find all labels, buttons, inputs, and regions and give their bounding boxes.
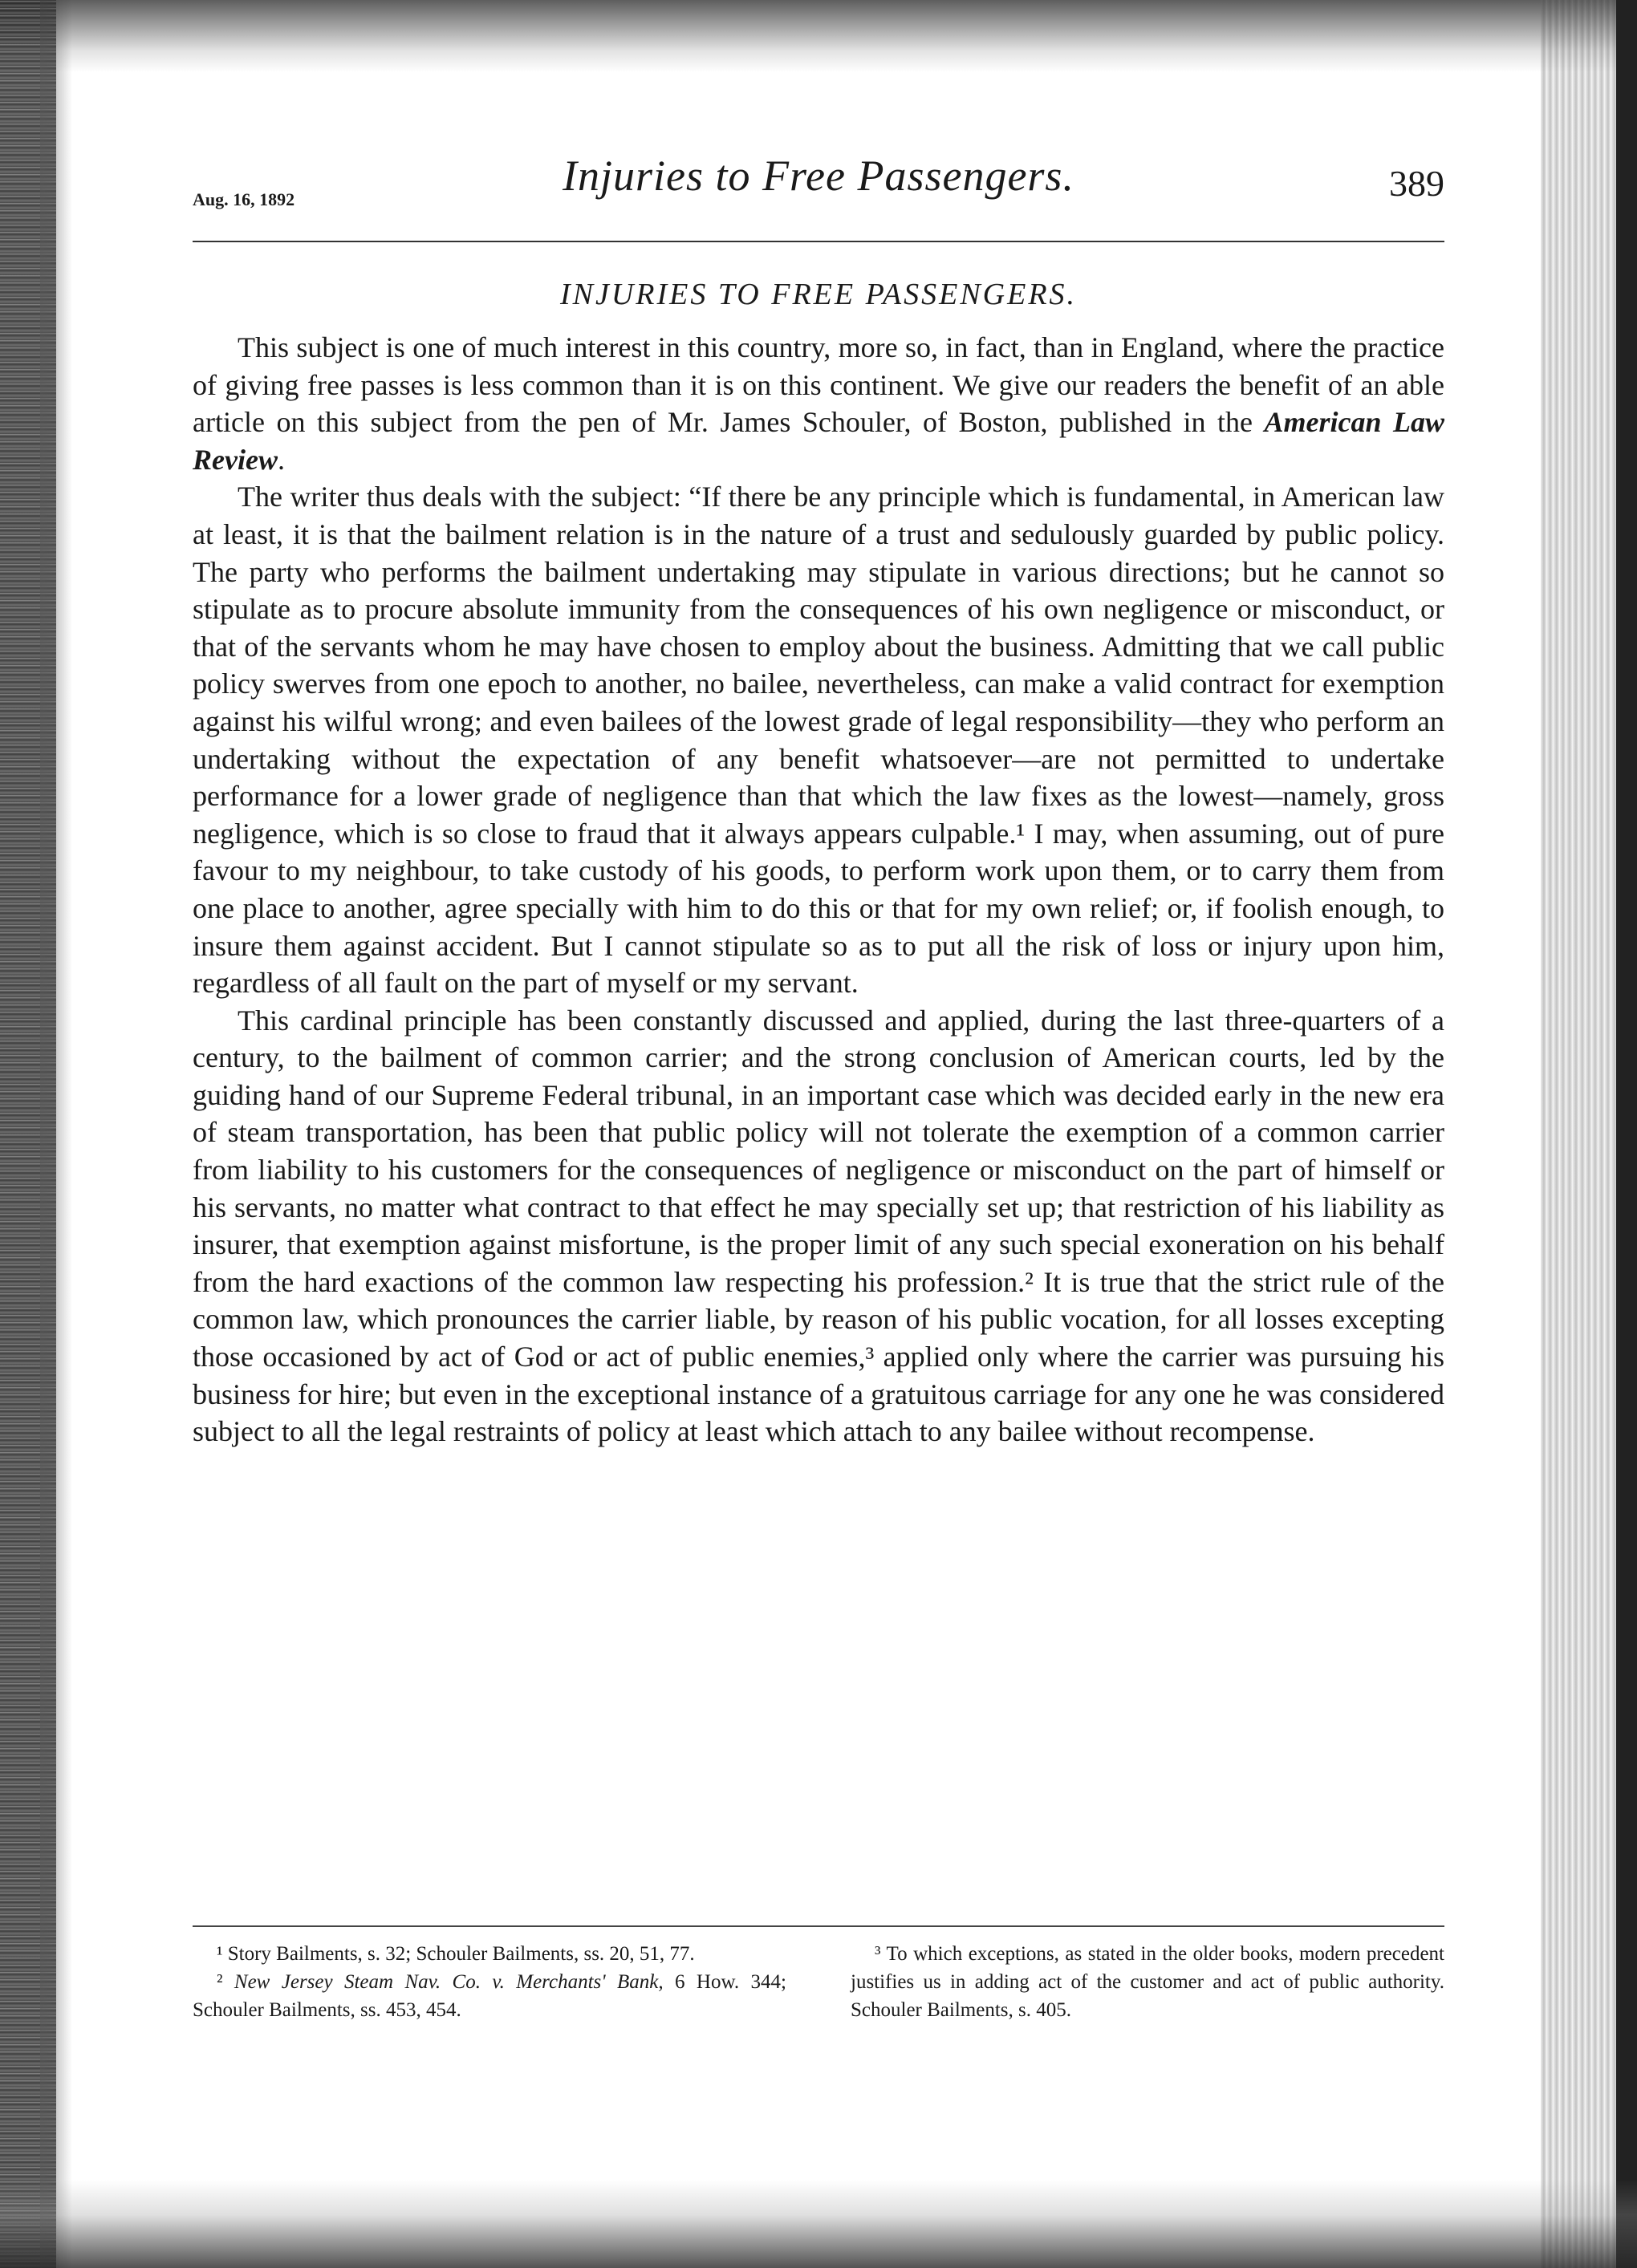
footnote-2 [193, 1968, 786, 2024]
footnote-2-case-name: New Jersey Steam Nav. Co. v. Merchants' Bank, [234, 1971, 664, 1993]
scan-border-right [1541, 0, 1637, 2268]
footnote-1: ¹ Story Bailments, s. 32; Schouler Bailments, ss. 20, 51, 77. [217, 1943, 695, 1965]
paragraph-1 [193, 329, 1444, 478]
footnote-2-citation: 6 How. 344; Schouler Bailments, ss. 453, 454. [193, 1971, 786, 2021]
paragraph-1-tail: . [277, 443, 285, 476]
paragraph-2: The writer thus deals with the subject: “If there be any principle which is fundamental, in American law at least, it is that the bailment relation is in the nature of a trust and sedulously guarded by public policy. The party who performs the bailment undertaking may stipulate in various directions; but he cannot so stipulate as to procure absolute immunity from the consequences of his own negligence or misconduct, or that of the servants whom he may have chosen to employ about the business. Admitting that we call public policy swerves from one epoch to another, no bailee, nevertheless, can make a valid contract for exemption against his wilful wrong; and even bailees of the lowest grade of legal responsibility—they who perform an undertaking without the expectation of any benefit whatsoever—are not permitted to undertake performance for a lower grade of negligence than that which the law fixes as the lowest—namely, gross negligence, which is so close to fraud that it always appears culpable.¹ I may, when assuming, out of pure favour to my neighbour, to take custody of his goods, to perform work upon them, or to carry them from one place to another, agree specially with him to do this or that for my own relief; or, if foolish enough, to insure them against accident. But I cannot stipulate so as to put all the risk of loss or injury upon him, regardless of all fault on the part of myself or my servant. [193, 481, 1444, 1000]
footnotes-right-column [851, 1940, 1444, 2024]
page-number: 389 [1389, 163, 1444, 204]
scan-border-bottom [0, 2180, 1637, 2268]
footnote-rule [193, 1925, 1444, 1927]
running-header [193, 151, 1444, 223]
running-title: Injuries to Free Passengers. [563, 152, 1074, 200]
scan-border-left [0, 0, 56, 2268]
scan-border-top [0, 0, 1637, 72]
issue-date: Aug. 16, 1892 [193, 189, 295, 209]
paragraph-3: This cardinal principle has been constantly discussed and applied, during the last three-quarters of a century, to the bailment of common carrier; and the strong conclusion of American courts, led by the guiding hand of our Supreme Federal tribunal, in an important case which was decided early in the new era of steam transportation, has been that public policy will not tolerate the exemption of a common carrier from liability to his customers for the consequences of negligence or misconduct on the part of himself or his servants, no matter what contract to that effect he may specially set up; that restriction of his liability as insurer, that exemption against misfortune, is the proper limit of any such special exoneration on his behalf from the hard exactions of the common law respecting his profession.² It is true that the strict rule of the common law, which pronounces the carrier liable, by reason of his public vocation, for all losses excepting those occasioned by act of God or act of public enemies,³ applied only where the carrier was pursuing his business for hire; but even in the exceptional instance of a gratuitous carriage for any one he was considered subject to all the legal restraints of policy at least which attach to any bailee without recompense. [193, 1004, 1444, 1448]
journal-citation: American Law Review [193, 406, 1444, 476]
article-body [193, 329, 1444, 1450]
footnote-3: ³ To which exceptions, as stated in the older books, modern precedent justifies us in adding act of the customer and act of public authority. Schouler Bailments, s. 405. [851, 1943, 1444, 2021]
article-title: INJURIES TO FREE PASSENGERS. [559, 278, 1078, 311]
paragraph-1-text: This subject is one of much interest in this country, more so, in fact, than in England, where the practice of giving free passes is less common than it is on this continent. We give our readers the benefit of an able article on this subject from the pen of Mr. James Schouler, of Boston, published in the [193, 331, 1444, 439]
footnotes-left-column [193, 1940, 786, 2024]
footnote-2-marker: ² [217, 1971, 234, 1993]
header-rule [193, 241, 1444, 242]
footnotes [193, 1940, 1444, 2024]
